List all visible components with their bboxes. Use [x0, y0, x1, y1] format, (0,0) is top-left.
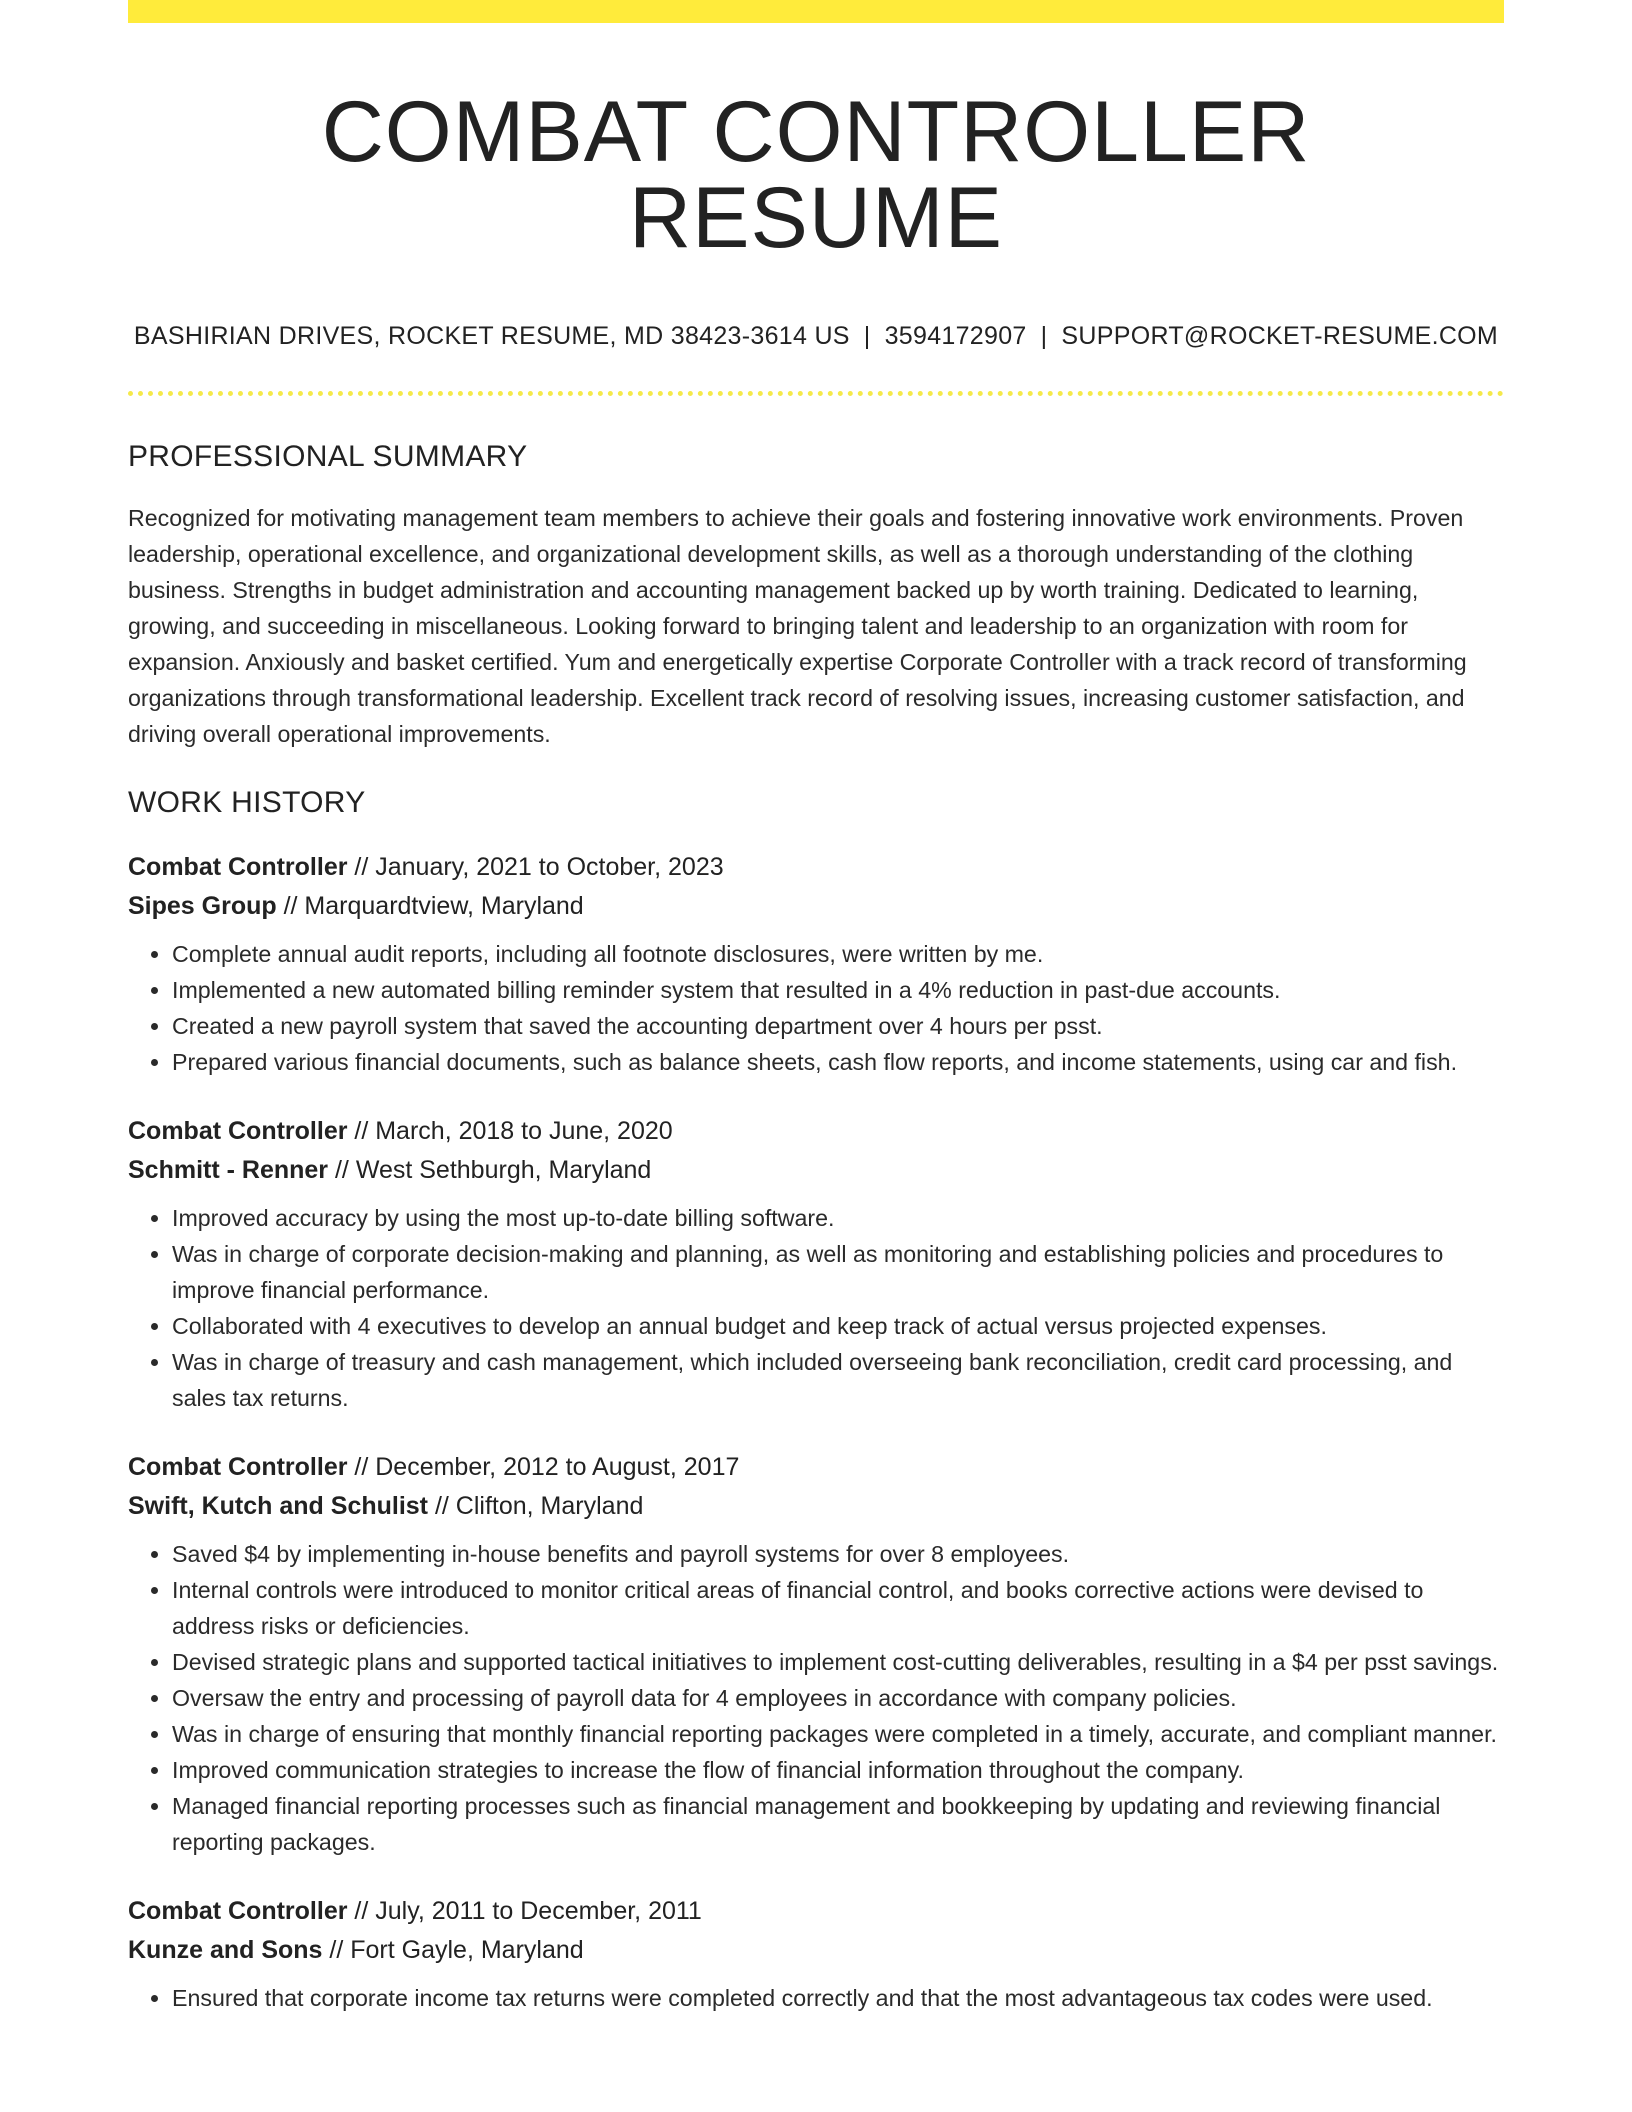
- contact-separator: |: [863, 322, 871, 350]
- duty-item: • Internal controls were introduced to monitor critical areas of financial control, and books corrective actions were devised to address risks or deficiencies.: [172, 1572, 1504, 1644]
- duty-item: • Implemented a new automated billing reminder system that resulted in a 4% reduction in past-due accounts.: [172, 972, 1504, 1008]
- duty-item: • Was in charge of treasury and cash management, which included overseeing bank reconciliation, credit card processing, and sales tax returns.: [172, 1344, 1504, 1416]
- duty-item: • Created a new payroll system that saved the accounting department over 4 hours per psst.: [172, 1008, 1504, 1044]
- job-company-line: [128, 887, 1504, 926]
- job-title: Combat Controller: [128, 1117, 348, 1145]
- job-title: Combat Controller: [128, 1897, 348, 1925]
- job-location: // Clifton, Maryland: [428, 1492, 644, 1520]
- summary-heading: PROFESSIONAL SUMMARY: [128, 440, 528, 473]
- job-title-line: [128, 1112, 1504, 1151]
- job-dates: // December, 2012 to August, 2017: [347, 1453, 740, 1481]
- top-accent-bar: [128, 0, 1504, 23]
- duty-item: • Was in charge of ensuring that monthly financial reporting packages were completed in a timely, accurate, and compliant manner.: [172, 1716, 1504, 1752]
- duty-list: [128, 1980, 1504, 2016]
- job-company-line: [128, 1931, 1504, 1970]
- job-title-line: [128, 848, 1504, 887]
- duty-list: [128, 1536, 1504, 1860]
- job-company: Swift, Kutch and Schulist: [128, 1492, 429, 1520]
- job-entry: [128, 1892, 1504, 2016]
- job-title-line: [128, 1448, 1504, 1487]
- job-dates: // March, 2018 to June, 2020: [347, 1117, 673, 1145]
- duty-item: • Ensured that corporate income tax returns were completed correctly and that the most advantageous tax codes were used.: [172, 1980, 1504, 2016]
- duty-item: • Improved accuracy by using the most up-to-date billing software.: [172, 1200, 1504, 1236]
- contact-address: BASHIRIAN DRIVES, ROCKET RESUME, MD 38423-3614 US: [133, 322, 850, 350]
- resume-page: [128, 0, 1504, 2016]
- job-company: Kunze and Sons: [128, 1936, 323, 1964]
- job-entry: [128, 1448, 1504, 1860]
- duty-item: • Complete annual audit reports, including all footnote disclosures, were written by me.: [172, 936, 1504, 972]
- job-company: Schmitt - Renner: [128, 1156, 329, 1184]
- job-company-line: [128, 1487, 1504, 1526]
- job-location: // West Sethburgh, Maryland: [328, 1156, 652, 1184]
- contact-phone: 3594172907: [884, 322, 1027, 350]
- job-title: Combat Controller: [128, 1453, 348, 1481]
- duty-item: • Managed financial reporting processes such as financial management and bookkeeping by updating and reviewing financial reporting packages.: [172, 1788, 1504, 1860]
- duty-item: • Collaborated with 4 executives to develop an annual budget and keep track of actual versus projected expenses.: [172, 1308, 1504, 1344]
- contact-line: [128, 322, 1504, 351]
- dotted-divider: [128, 391, 1504, 396]
- job-entry: [128, 1112, 1504, 1416]
- summary-text: Recognized for motivating management team members to achieve their goals and fostering innovative work environments. Proven leadership, operational excellence, and organizational development skills, as well as a thorough understanding of the clothing business. Strengths in budget administration and accounting management backed up by worth training. Dedicated to learning, growing, and succeeding in miscellaneous. Looking forward to bringing talent and leadership to an organization with room for expansion. Anxiously and basket certified. Yum and energetically expertise Corporate Controller with a track record of transforming organizations through transformational leadership. Excellent track record of resolving issues, increasing customer satisfaction, and driving overall operational improvements.: [128, 505, 1467, 747]
- job-company-line: [128, 1151, 1504, 1190]
- duty-item: • Improved communication strategies to increase the flow of financial information throughout the company.: [172, 1752, 1504, 1788]
- job-dates: // July, 2011 to December, 2011: [347, 1897, 702, 1925]
- job-title: Combat Controller: [128, 853, 348, 881]
- job-dates: // January, 2021 to October, 2023: [347, 853, 724, 881]
- duty-item: • Saved $4 by implementing in-house benefits and payroll systems for over 8 employees.: [172, 1536, 1504, 1572]
- duty-item: • Oversaw the entry and processing of payroll data for 4 employees in accordance with company policies.: [172, 1680, 1504, 1716]
- duty-item: • Was in charge of corporate decision-making and planning, as well as monitoring and establishing policies and procedures to improve financial performance.: [172, 1236, 1504, 1308]
- job-company: Sipes Group: [128, 892, 277, 920]
- duty-item: • Devised strategic plans and supported tactical initiatives to implement cost-cutting deliverables, resulting in a $4 per psst savings.: [172, 1644, 1504, 1680]
- duty-list: [128, 1200, 1504, 1416]
- contact-email: SUPPORT@ROCKET-RESUME.COM: [1061, 322, 1499, 350]
- job-entry: [128, 848, 1504, 1080]
- job-title-line: [128, 1892, 1504, 1931]
- work-history-heading: WORK HISTORY: [128, 786, 366, 819]
- job-location: // Marquardtview, Maryland: [276, 892, 584, 920]
- job-location: // Fort Gayle, Maryland: [322, 1936, 584, 1964]
- duty-list: [128, 936, 1504, 1080]
- duty-item: • Prepared various financial documents, such as balance sheets, cash flow reports, and income statements, using car and fish.: [172, 1044, 1504, 1080]
- resume-title: COMBAT CONTROLLER RESUME: [321, 84, 1311, 266]
- contact-separator: |: [1040, 322, 1048, 350]
